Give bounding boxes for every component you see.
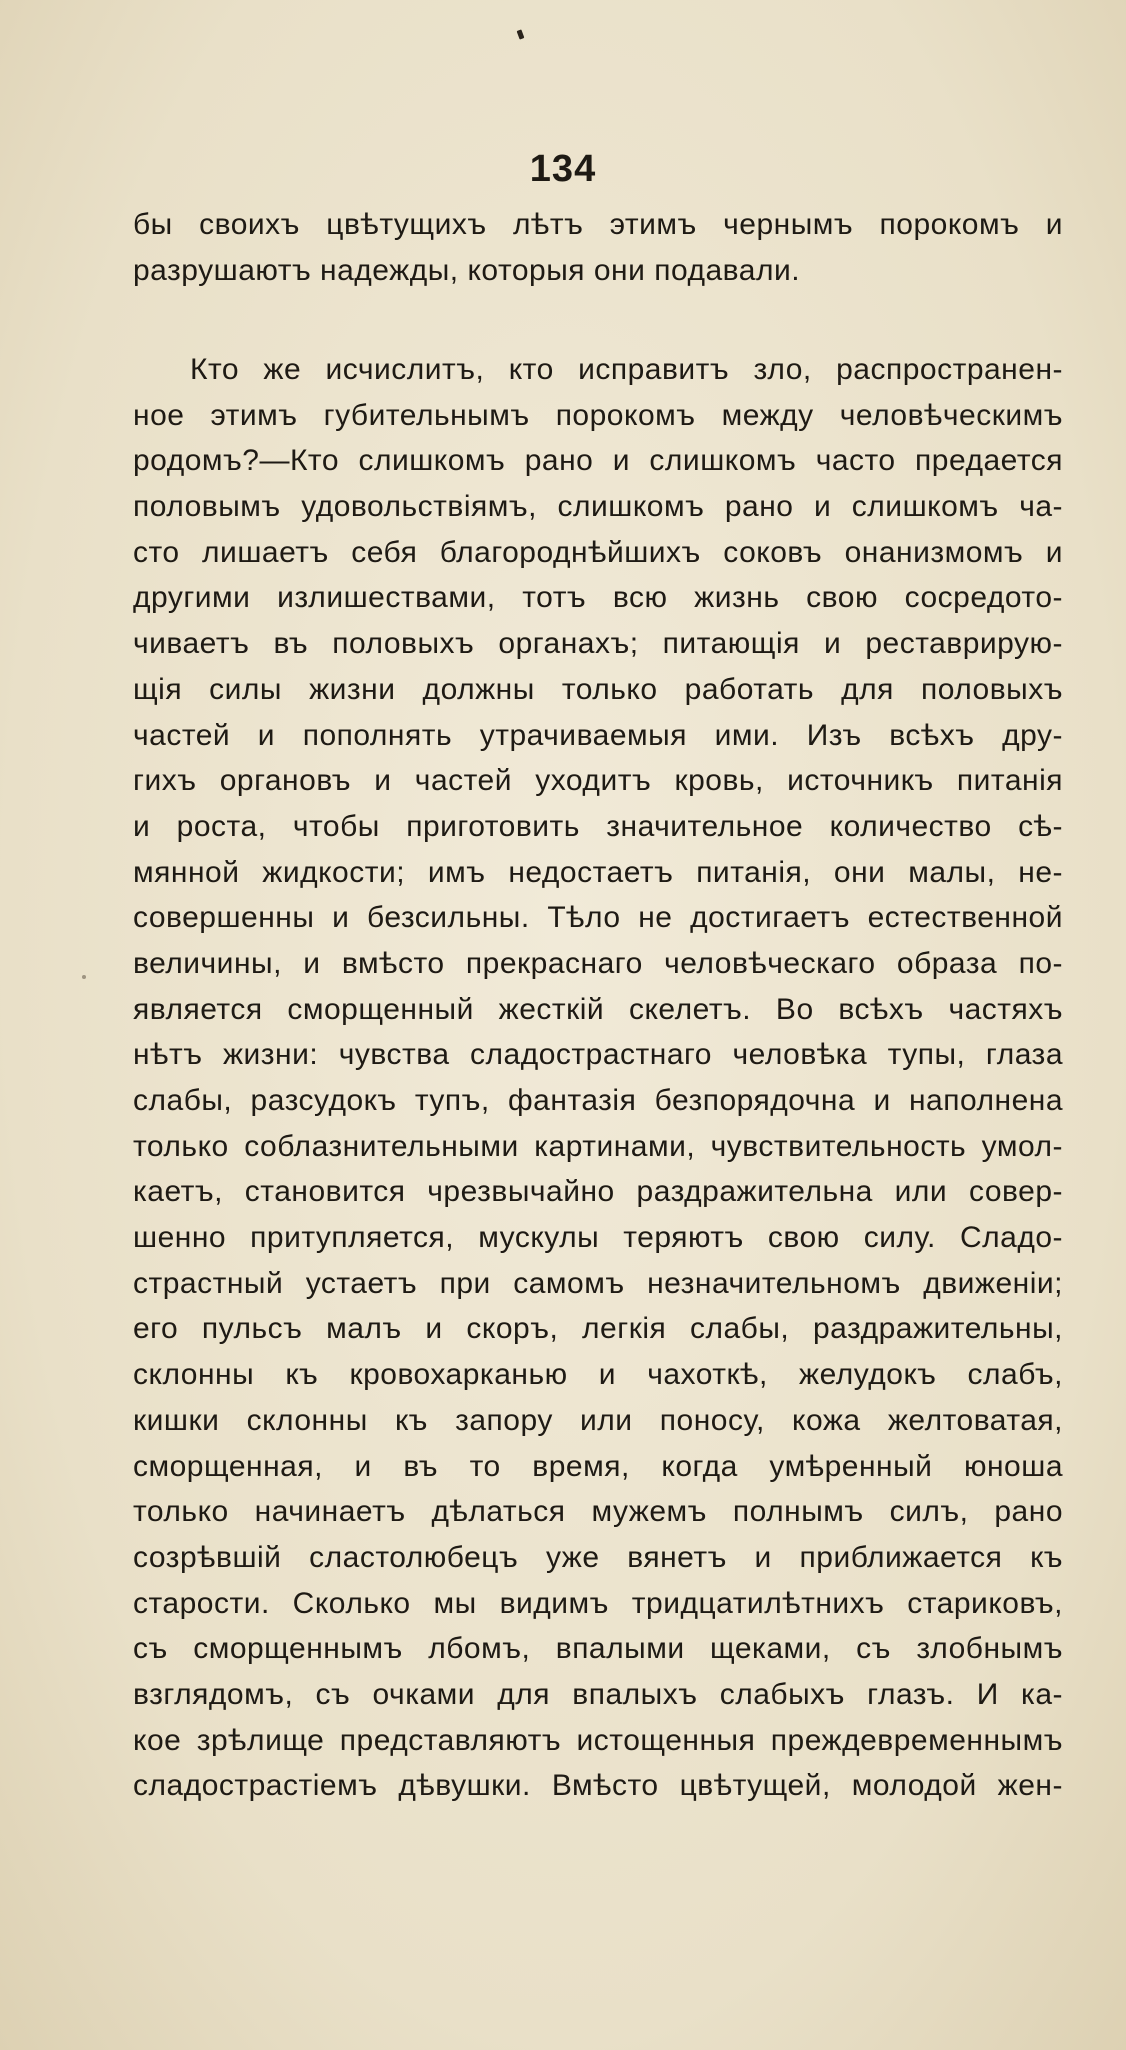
text-line: сморщенная, и въ то время, когда умѣренный юноша — [133, 1449, 1063, 1483]
text-line: частей и пополнять утрачиваемыя ими. Изъ всѣхъ дру- — [133, 718, 1063, 752]
text-line: слабы, разсудокъ тупъ, фантазія безпорядочна и наполнена — [133, 1084, 1063, 1117]
ink-mark — [517, 29, 525, 39]
text-line: склонны къ кровохарканью и чахоткѣ, желудокъ слабъ, — [133, 1358, 1063, 1392]
text-line: сто лишаетъ себя благороднѣйшихъ соковъ онанизмомъ и — [133, 535, 1063, 569]
text-line: Кто же исчислитъ, кто исправитъ зло, распространен- — [190, 353, 1063, 386]
text-line: его пульсъ малъ и скоръ, легкія слабы, раздражительны, — [133, 1312, 1063, 1346]
text-line: совершенны и безсильны. Тѣло не достигаетъ естественной — [133, 901, 1063, 935]
text-line: взглядомъ, съ очками для впалыхъ слабыхъ глазъ. И ка- — [133, 1677, 1063, 1711]
text-line: родомъ?—Кто слишкомъ рано и слишкомъ часто предается — [133, 444, 1063, 478]
text-line: величины, и вмѣсто прекраснаго человѣческаго образа по- — [133, 946, 1063, 980]
ink-speck — [82, 975, 86, 979]
text-line: кое зрѣлище представляютъ истощенныя преждевременнымъ — [133, 1723, 1063, 1757]
text-line: является сморщенный жесткій скелетъ. Во всѣхъ частяхъ — [133, 992, 1063, 1026]
text-line: другими излишествами, тотъ всю жизнь свою сосредото- — [133, 581, 1063, 615]
continued-paragraph — [133, 202, 1063, 293]
text-line: созрѣвшій сластолюбецъ уже вянетъ и приближается къ — [133, 1540, 1063, 1574]
text-line: старости. Сколько мы видимъ тридцатилѣтнихъ стариковъ, — [133, 1586, 1063, 1620]
text-line: щія силы жизни должны только работать для половыхъ — [133, 672, 1063, 706]
body-paragraph — [133, 347, 1063, 1809]
text-line: ное этимъ губительнымъ порокомъ между человѣческимъ — [133, 398, 1063, 432]
text-line: съ сморщеннымъ лбомъ, впалыми щеками, съ злобнымъ — [133, 1632, 1063, 1666]
text-line: шенно притупляется, мускулы теряютъ свою силу. Сладо- — [133, 1221, 1063, 1255]
text-line: мянной жидкости; имъ недостаетъ питанія, они малы, не- — [133, 855, 1063, 889]
text-line: страстный устаетъ при самомъ незначительномъ движеніи; — [133, 1266, 1063, 1300]
text-line: чиваетъ въ половыхъ органахъ; питающія и реставрирую- — [133, 627, 1063, 661]
text-line: нѣтъ жизни: чувства сладострастнаго человѣка тупы, глаза — [133, 1038, 1063, 1072]
text-line: только начинаетъ дѣлаться мужемъ полнымъ силъ, рано — [133, 1495, 1063, 1529]
text-line: кишки склонны къ запору или поносу, кожа желтоватая, — [133, 1403, 1063, 1437]
text-line: сладострастіемъ дѣвушки. Вмѣсто цвѣтущей, молодой жен- — [133, 1769, 1063, 1803]
text-line: бы своихъ цвѣтущихъ лѣтъ этимъ чернымъ порокомъ и — [133, 208, 1063, 241]
text-line: гихъ органовъ и частей уходитъ кровь, источникъ питанія — [133, 764, 1063, 798]
text-line: разрушаютъ надежды, которыя они подавали. — [133, 253, 801, 287]
text-line: каетъ, становится чрезвычайно раздражительна или совер- — [133, 1175, 1063, 1209]
page-number: 134 — [529, 148, 597, 190]
text-line: и роста, чтобы приготовить значительное количество сѣ- — [133, 809, 1063, 843]
text-line: только соблазнительными картинами, чувствительность умол- — [133, 1129, 1063, 1163]
text-line: половымъ удовольствіямъ, слишкомъ рано и слишкомъ ча- — [133, 490, 1063, 524]
